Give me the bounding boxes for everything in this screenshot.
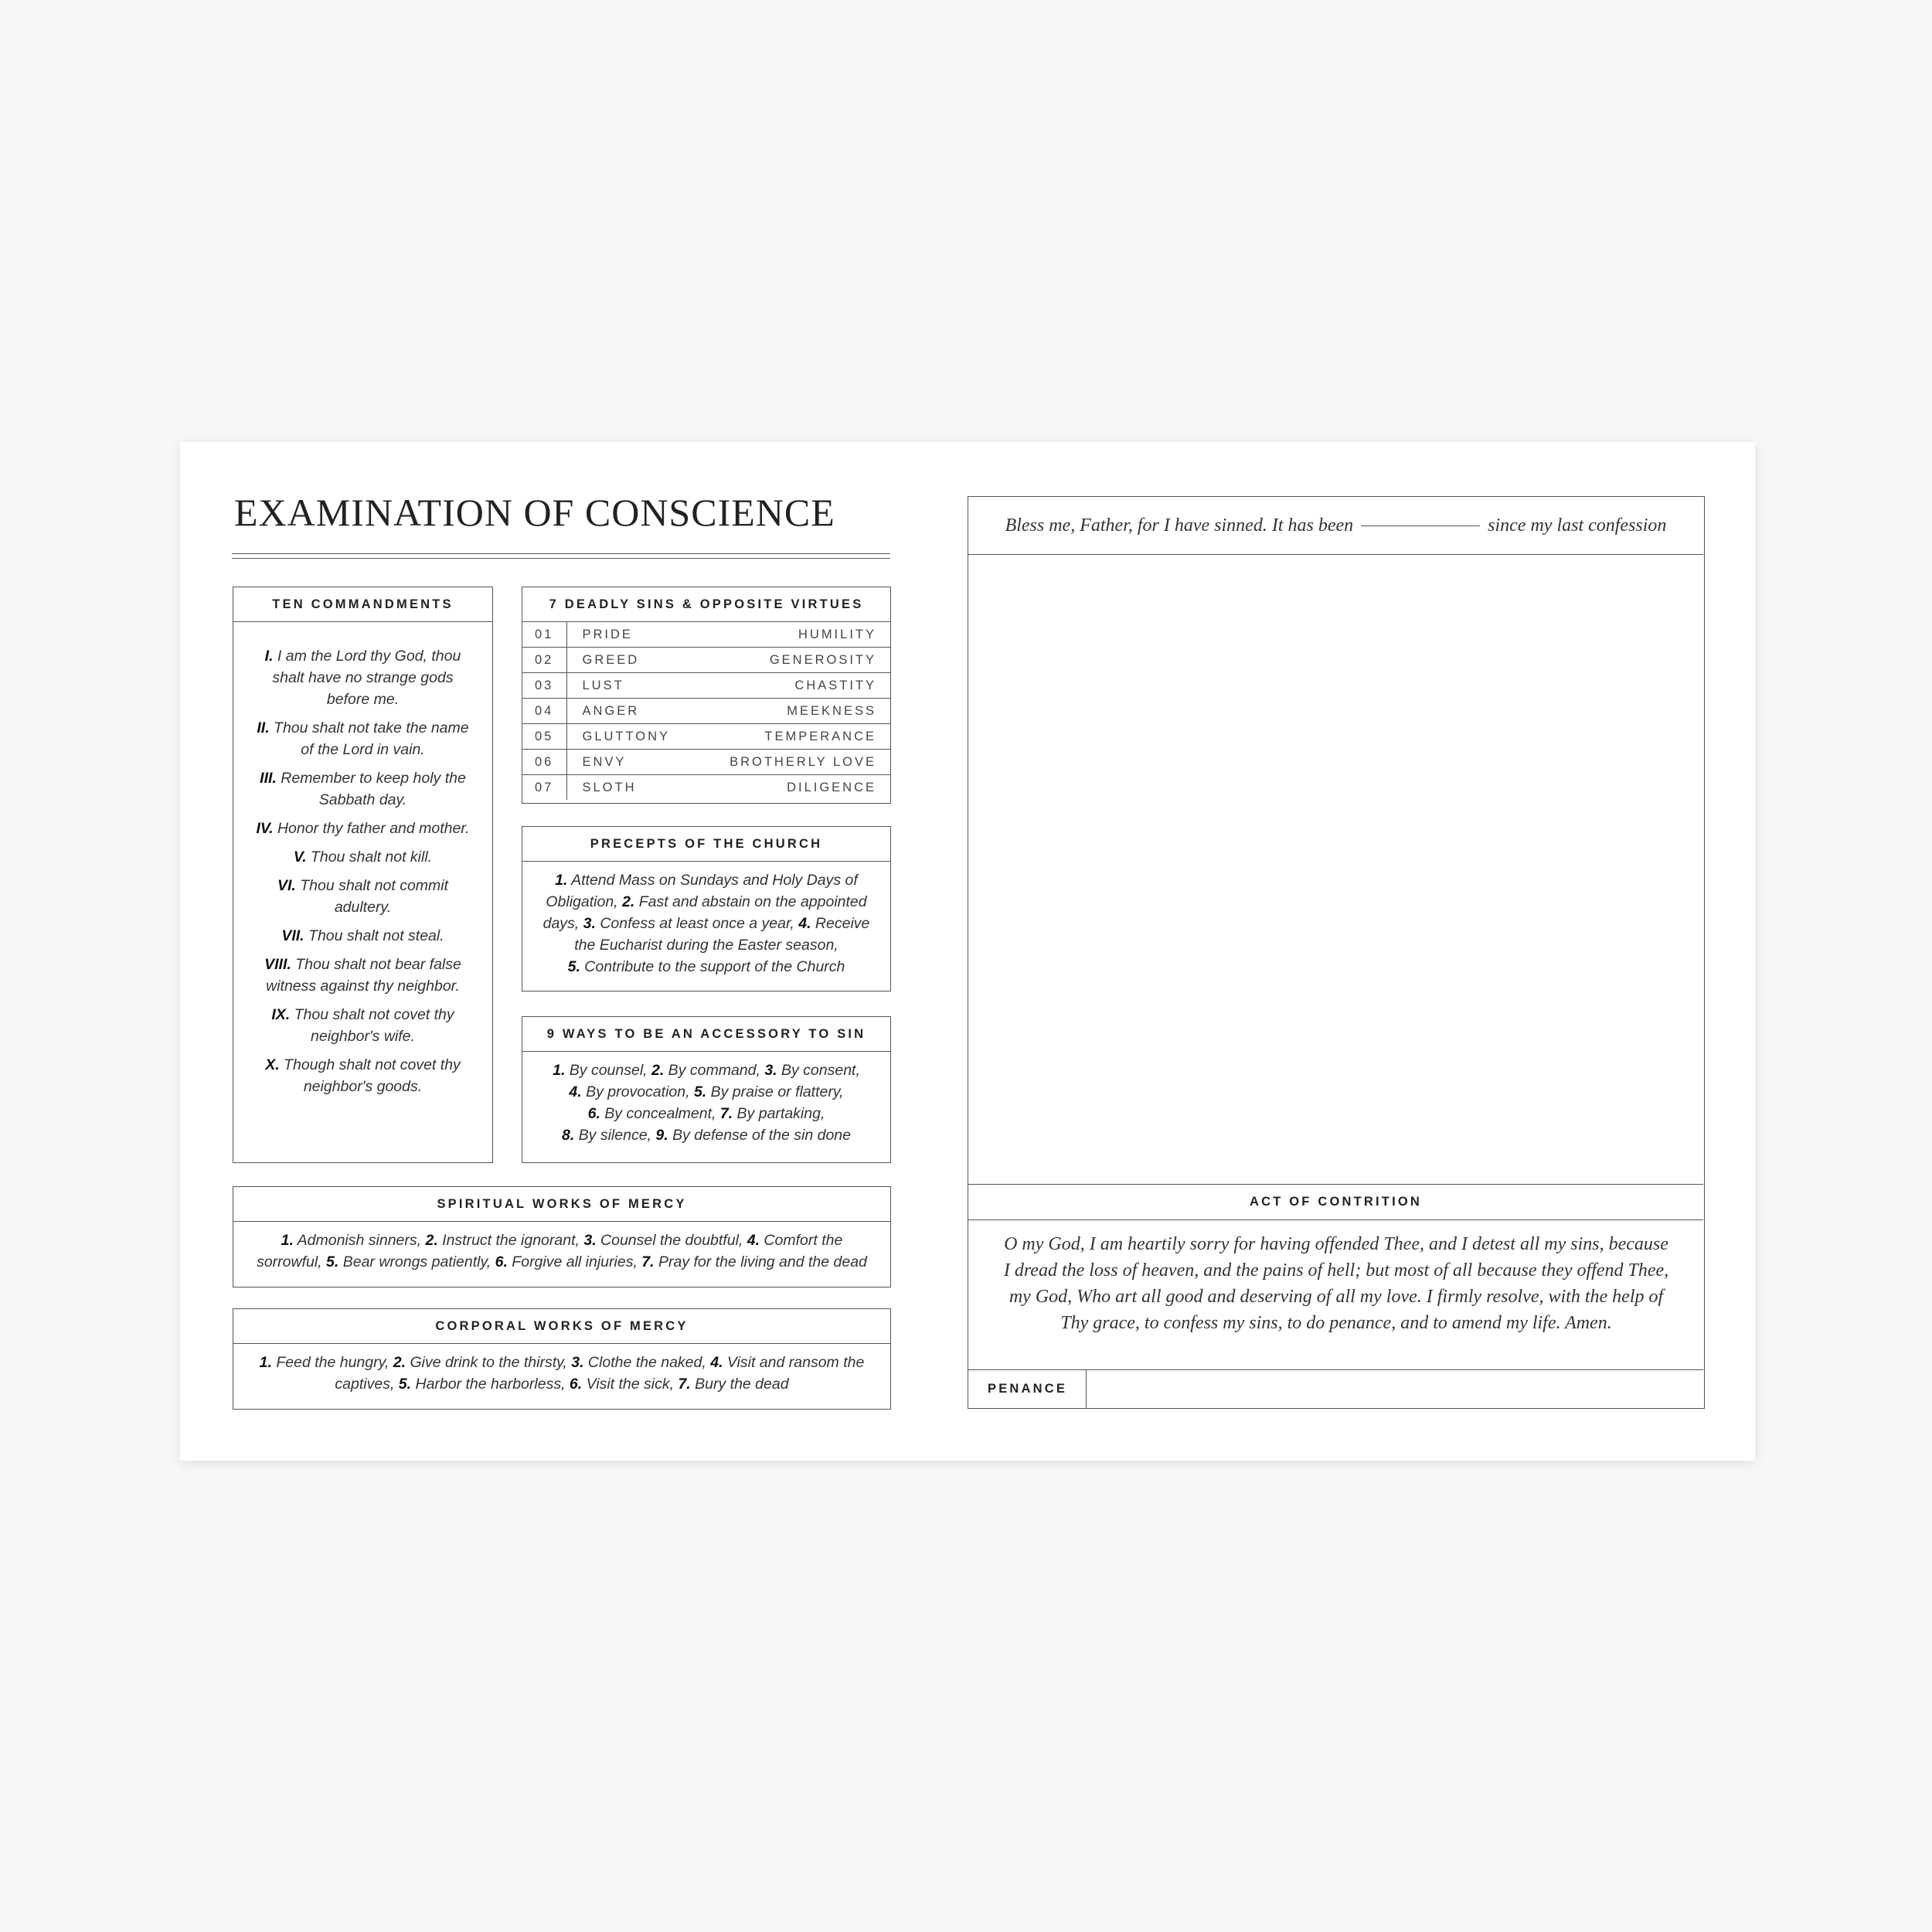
confession-suffix: since my last confession	[1488, 515, 1667, 536]
commandment-item: IV. Honor thy father and mother.	[256, 820, 470, 837]
penance-row	[968, 1369, 1703, 1407]
commandment-item: VIII. Thou shalt not bear false witness against thy neighbor.	[264, 956, 461, 995]
corporal-works-box	[233, 1308, 891, 1410]
commandment-item: VII. Thou shalt not steal.	[281, 927, 444, 944]
precepts-text: 1. Attend Mass on Sundays and Holy Days of Obligation, 2. Fast and abstain on the appointed days, 3. Confess at least once a year, 4. Receive the Eucharist during the Easter season, 5. Contribute to the support of the Church	[543, 872, 870, 975]
spiritual-works-box	[233, 1186, 891, 1287]
page-title: EXAMINATION OF CONSCIENCE	[234, 491, 835, 534]
corporal-works-text: 1. Feed the hungry, 2. Give drink to the thirsty, 3. Clothe the naked, 4. Visit and ransom the captives, 5. Harbor the harborless, 6. Visit the sick, 7. Bury the dead	[259, 1354, 865, 1393]
penance-field[interactable]	[1087, 1370, 1703, 1408]
deadly-sins-box	[522, 587, 891, 804]
precepts-box	[522, 826, 891, 992]
act-of-contrition-heading: ACT OF CONTRITION	[968, 1184, 1703, 1220]
title-rule-top	[232, 553, 890, 554]
title-rule-bottom	[232, 558, 890, 559]
commandment-item: I. I am the Lord thy God, thou shalt have no strange gods before me.	[264, 648, 461, 708]
confession-header	[968, 497, 1703, 555]
deadly-sins-heading: 7 DEADLY SINS & OPPOSITE VIRTUES	[522, 587, 890, 622]
sin-row: 01 PRIDE HUMILITY	[522, 622, 890, 648]
penance-label: PENANCE	[968, 1370, 1087, 1408]
sin-row: 07 SLOTH DILIGENCE	[522, 775, 890, 801]
sin-row: 04 ANGER MEEKNESS	[522, 699, 890, 724]
sin-row: 06 ENVY BROTHERLY LOVE	[522, 750, 890, 775]
sin-row: 03 LUST CHASTITY	[522, 673, 890, 699]
commandment-item: IX. Thou shalt not covet thy neighbor's wife.	[271, 1006, 454, 1045]
sins-notes-area[interactable]	[968, 555, 1703, 1184]
accessory-box	[522, 1016, 891, 1163]
worksheet-page	[180, 442, 1755, 1461]
act-of-contrition-text: O my God, I am heartily sorry for having offended Thee, and I detest all my sins, because I dread the loss of heaven, and the pains of hell; but most of all because they offend Thee, my God, Who art all good and deserving of all my love. I firmly resolve, with the help of Thy grace, to confess my sins, to do penance, and to amend my life. Amen.	[1003, 1234, 1669, 1333]
commandments-list	[233, 622, 492, 1097]
confession-panel	[968, 496, 1705, 1409]
commandment-item: V. Thou shalt not kill.	[293, 849, 433, 866]
commandment-item: III. Remember to keep holy the Sabbath day.	[260, 770, 466, 808]
ten-commandments-box	[233, 587, 493, 1163]
precepts-heading: PRECEPTS OF THE CHURCH	[522, 827, 890, 862]
commandment-item: II. Thou shalt not take the name of the Lord in vain.	[257, 719, 469, 758]
accessory-text: 1. By counsel, 2. By command, 3. By consent, 4. By provocation, 5. By praise or flattery, 6. By concealment, 7. By partaking, 8. By silence, 9. By defense of the sin done	[553, 1062, 860, 1144]
spiritual-works-heading: SPIRITUAL WORKS OF MERCY	[233, 1187, 890, 1222]
sin-row: 02 GREED GENEROSITY	[522, 648, 890, 673]
spiritual-works-text: 1. Admonish sinners, 2. Instruct the ignorant, 3. Counsel the doubtful, 4. Comfort the sorrowful, 5. Bear wrongs patiently, 6. Forgive all injuries, 7. Pray for the living and the dead	[257, 1232, 867, 1270]
confession-prefix: Bless me, Father, for I have sinned. It has been	[1005, 515, 1354, 536]
corporal-works-heading: CORPORAL WORKS OF MERCY	[233, 1309, 890, 1344]
sin-row: 05 GLUTTONY TEMPERANCE	[522, 724, 890, 750]
commandment-item: X. Though shalt not covet thy neighbor's goods.	[265, 1056, 461, 1095]
commandment-item: VI. Thou shalt not commit adultery.	[277, 877, 449, 916]
accessory-heading: 9 WAYS TO BE AN ACCESSORY TO SIN	[522, 1017, 890, 1052]
ten-commandments-heading: TEN COMMANDMENTS	[233, 587, 492, 622]
deadly-sins-table	[522, 622, 890, 800]
